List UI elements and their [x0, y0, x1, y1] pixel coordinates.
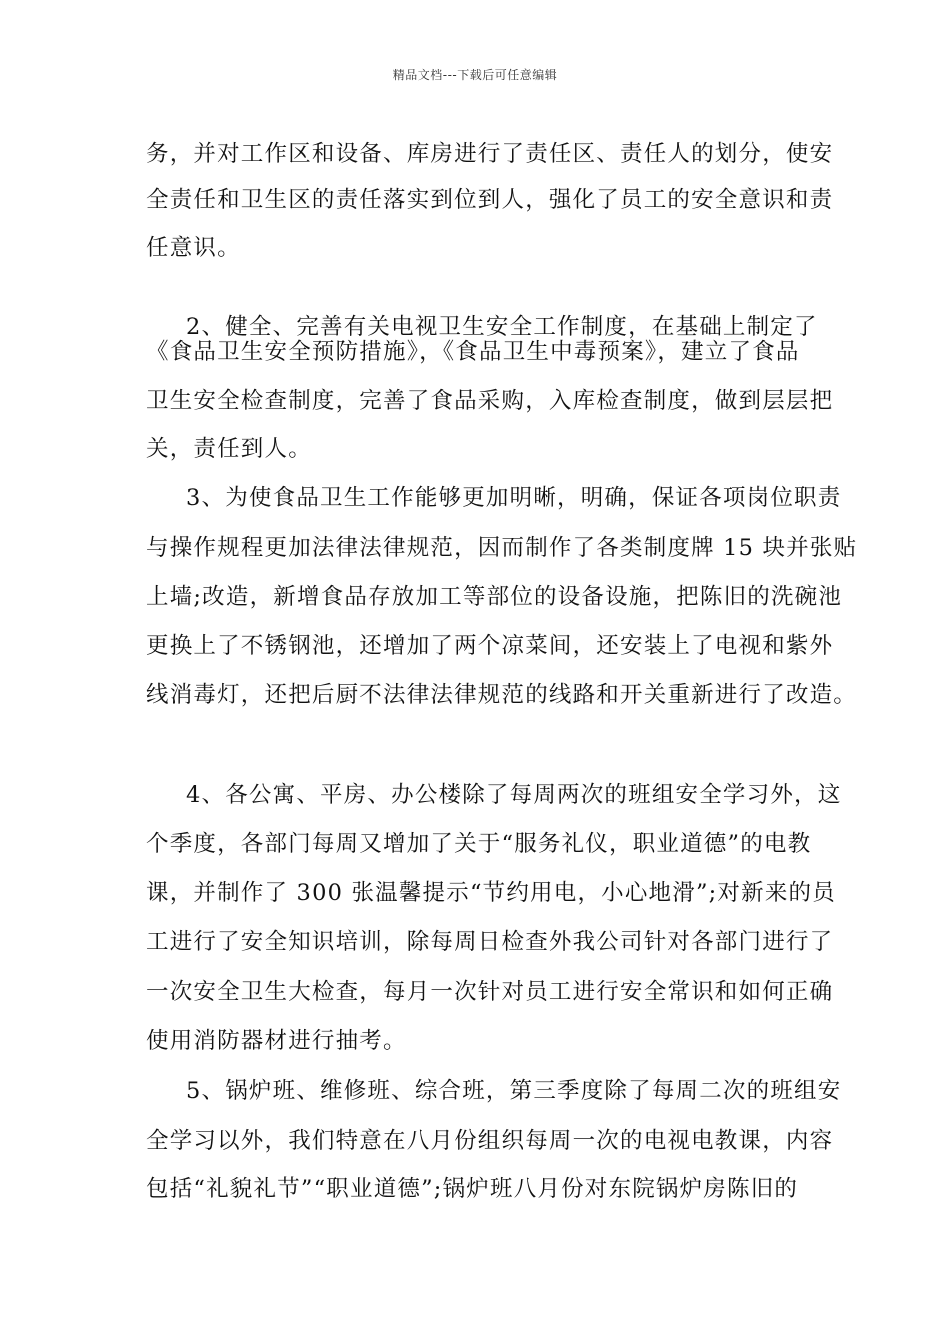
body-line-10: 上墙;改造，新增食品存放加工等部位的设备设施，把陈旧的洗碗池: [146, 584, 843, 610]
body-line-20: 全学习以外，我们特意在八月份组织每周一次的电视电教课，内容: [146, 1128, 834, 1154]
body-line-13: 4、各公寓、平房、办公楼除了每周两次的班组安全学习外，这: [186, 782, 842, 808]
body-line-6: 卫生安全检查制度，完善了食品采购，入库检查制度，做到层层把: [146, 388, 834, 414]
body-line-1: 务，并对工作区和设备、库房进行了责任区、责任人的划分，使安: [146, 141, 834, 167]
body-line-4: 2、健全、完善有关电视卫生安全工作制度，在基础上制定了: [186, 314, 818, 340]
body-line-2: 全责任和卫生区的责任落实到位到人，强化了员工的安全意识和责: [146, 187, 834, 213]
body-line-14: 个季度，各部门每周又增加了关于“服务礼仪，职业道德”的电教: [146, 831, 812, 857]
body-line-7: 关，责任到人。: [146, 436, 312, 462]
body-line-9: 与操作规程更加法律法律规范，因而制作了各类制度牌 15 块并张贴: [146, 535, 858, 561]
body-line-21: 包括“礼貌礼节”“职业道德”;锅炉班八月份对东院锅炉房陈旧的: [146, 1176, 799, 1202]
body-line-3: 任意识。: [146, 235, 241, 261]
body-line-19: 5、锅炉班、维修班、综合班，第三季度除了每周二次的班组安: [186, 1078, 842, 1104]
page-header: 精品文档---下载后可任意编辑: [392, 68, 558, 82]
body-line-16: 工进行了安全知识培训，除每周日检查外我公司针对各部门进行了: [146, 929, 834, 955]
body-line-5: 《食品卫生安全预防措施》，《食品卫生中毒预案》，建立了食品: [146, 339, 800, 365]
body-line-11: 更换上了不锈钢池，还增加了两个凉菜间，还安装上了电视和紫外: [146, 633, 834, 659]
body-line-18: 使用消防器材进行抽考。: [146, 1028, 407, 1054]
body-line-15: 课，并制作了 300 张温馨提示“节约用电，小心地滑”;对新来的员: [146, 880, 836, 906]
body-line-17: 一次安全卫生大检查，每月一次针对员工进行安全常识和如何正确: [146, 979, 834, 1005]
body-line-8: 3、为使食品卫生工作能够更加明晰，明确，保证各项岗位职责: [186, 485, 842, 511]
body-line-12: 线消毒灯，还把后厨不法律法律规范的线路和开关重新进行了改造。: [146, 682, 858, 708]
